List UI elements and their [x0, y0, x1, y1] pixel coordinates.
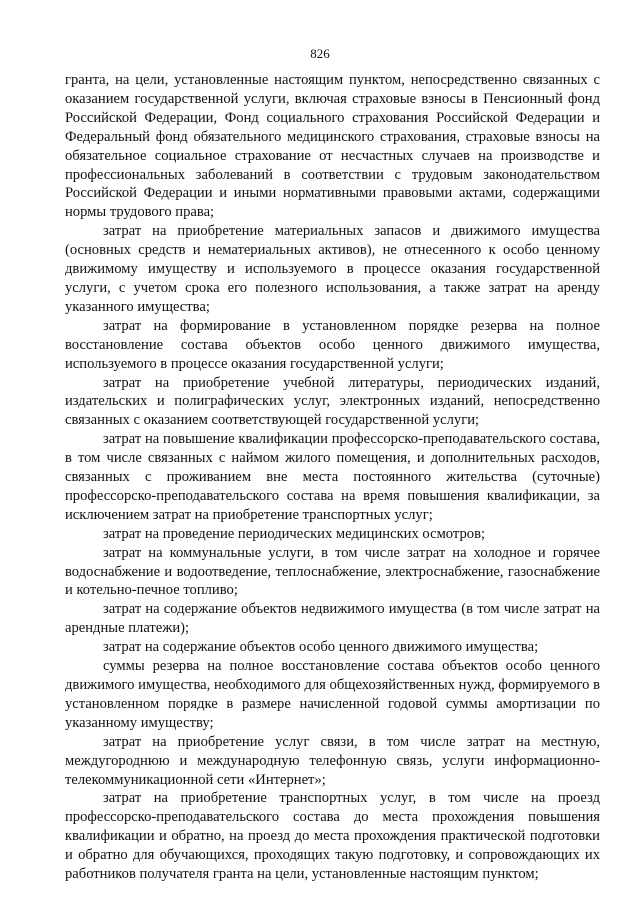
paragraph-10: суммы резерва на полное восстановление состава объектов особо ценного движимого имущества, необходимого для общехозяйственных нужд, формируемого в установленном порядке в размере начисленной годовой суммы амортизации по указанному имуществу; [65, 658, 600, 731]
page-number: 826 [310, 46, 330, 61]
paragraph-12: затрат на приобретение транспортных услуг, в том числе на проезд профессорско-преподавательского состава до места прохождения повышения квалификации и обратно, на проезд до места прохождения практической подготовки и обратно для обучающихся, проходящих такую подготовку, и сопровождающих их работников получателя гранта на цели, установленные настоящим пунктом; [65, 790, 600, 883]
document-body [65, 71, 600, 884]
paragraph-2: затрат на приобретение материальных запасов и движимого имущества (основных средств и нематериальных активов), не отнесенного к особо ценному движимому имуществу и используемого в процессе оказания государственной услуги, с учетом срока его полезного использования, а также затрат на аренду указанного имущества; [65, 223, 600, 315]
paragraph-1: гранта, на цели, установленные настоящим пунктом, непосредственно связанных с оказанием государственной услуги, включая страховые взносы в Пенсионный фонд Российской Федерации, Фонд социального страхования Российской Федерации и Федеральный фонд обязательного медицинского страхования, страховые взносы на обязательное социальное страхование от несчастных случаев на производстве и профессиональных заболеваний в соответствии с трудовым законодательством Российской Федерации и иными нормативными правовыми актами, содержащими нормы трудового права; [65, 72, 600, 221]
paragraph-5: затрат на повышение квалификации профессорско-преподавательского состава, в том числе связанных с наймом жилого помещения, и дополнительных расходов, связанных с проживанием вне места постоянного жительства (суточные) профессорско-преподавательского состава на время повышения квалификации, за исключением затрат на приобретение транспортных услуг; [65, 431, 600, 523]
paragraph-7: затрат на коммунальные услуги, в том числе затрат на холодное и горячее водоснабжение и водоотведение, теплоснабжение, электроснабжение, газоснабжение и котельно-печное топливо; [65, 544, 600, 599]
paragraph-6: затрат на проведение периодических медицинских осмотров; [103, 525, 486, 542]
paragraph-3: затрат на формирование в установленном порядке резерва на полное восстановление состава объектов особо ценного движимого имущества, используемого в процессе оказания государственной услуги; [65, 317, 600, 372]
paragraph-8: затрат на содержание объектов недвижимого имущества (в том числе затрат на арендные платежи); [65, 601, 600, 637]
paragraph-11: затрат на приобретение услуг связи, в том числе затрат на местную, междугороднюю и международную телефонную связь, услуги информационно-телекоммуникационной сети «Интернет»; [65, 733, 600, 788]
paragraph-4: затрат на приобретение учебной литературы, периодических изданий, издательских и полиграфических услуг, электронных изданий, непосредственно связанных с оказанием соответствующей государственной услуги; [65, 374, 600, 429]
paragraph-9: затрат на содержание объектов особо ценного движимого имущества; [103, 639, 539, 656]
